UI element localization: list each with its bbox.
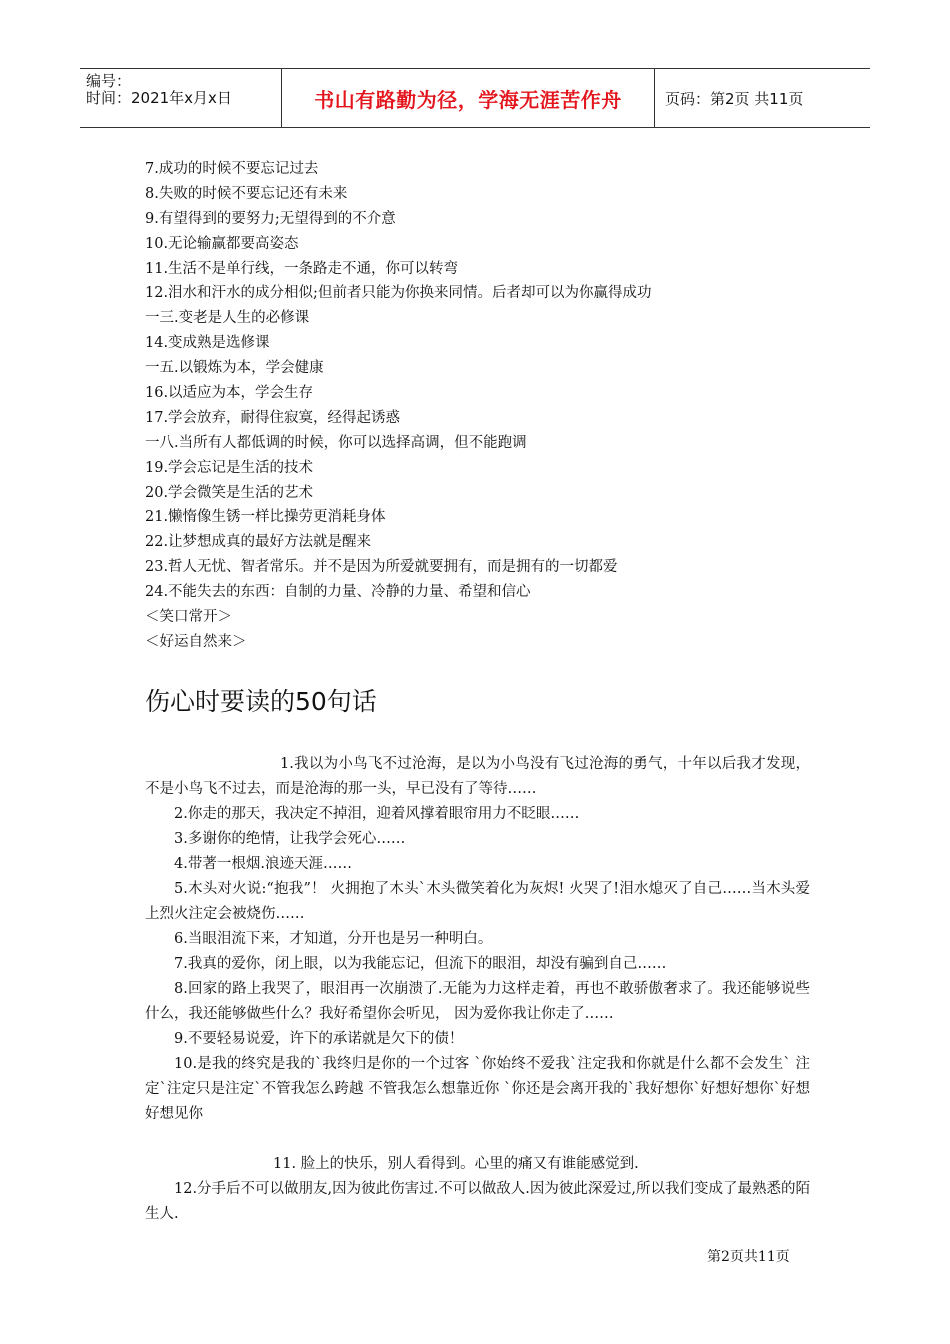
paragraph: 3.多谢你的绝情，让我学会死心…… bbox=[174, 831, 406, 847]
list-item: 7.成功的时候不要忘记过去 bbox=[145, 161, 319, 177]
section-body bbox=[145, 752, 810, 1227]
paragraph: 6.当眼泪流下来，才知道，分开也是另一种明白。 bbox=[174, 931, 493, 947]
paragraph: 9.不要轻易说爱，许下的承诺就是欠下的债！ bbox=[174, 1031, 464, 1047]
list-item: 9.有望得到的要努力;无望得到的不介意 bbox=[145, 210, 396, 227]
page-footer: 第2页共11页 bbox=[707, 1249, 790, 1265]
list-item: 20.学会微笑是生活的艺术 bbox=[145, 484, 314, 501]
paragraph: 7.我真的爱你，闭上眼，以为我能忘记，但流下的眼泪，却没有骗到自己…… bbox=[174, 956, 667, 972]
paragraph-spacer bbox=[145, 1127, 810, 1152]
list-item: 22.让梦想成真的最好方法就是醒来 bbox=[145, 534, 372, 551]
paragraph: 10.是我的终究是我的`我终归是你的一个过客 `你始终不爱我`注定我和你就是什么都不会发生` 注定`注定只是注定`不管我怎么跨越 不管我怎么想靠近你 `你还是会离开我的`我好想你`好想好想你`好想好想见你 bbox=[145, 1056, 810, 1122]
list-item: 24.不能失去的东西：自制的力量、冷静的力量、希望和信心 bbox=[145, 584, 531, 601]
list-item: 8.失败的时候不要忘记还有未来 bbox=[145, 185, 348, 202]
quote-list bbox=[145, 157, 651, 655]
paragraph: 5.木头对火说:“抱我”！ 火拥抱了木头`木头微笑着化为灰烬! 火哭了!泪水熄灭了自己……当木头爱上烈火注定会被烧伤…… bbox=[145, 881, 810, 922]
list-item: 11.生活不是单行线，一条路走不通，你可以转弯 bbox=[145, 260, 459, 277]
list-item: 一三.变老是人生的必修课 bbox=[145, 310, 310, 327]
list-item: 一八.当所有人都低调的时候，你可以选择高调，但不能跑调 bbox=[145, 434, 527, 451]
header-page-label: 页码：第2页 共11页 bbox=[665, 89, 804, 108]
list-item: 12.泪水和汗水的成分相似;但前者只能为你换来同情。后者却可以为你赢得成功 bbox=[145, 285, 652, 302]
paragraph: 4.带著一根烟.浪迹天涯…… bbox=[174, 856, 352, 872]
list-item: ＜笑口常开＞ bbox=[145, 609, 232, 626]
paragraph: 8.回家的路上我哭了，眼泪再一次崩溃了.无能为力这样走着，再也不敢骄傲奢求了。我还能够说些什么，我还能够做些什么？我好希望你会听见， 因为爱你我让你走了…… bbox=[145, 981, 810, 1022]
list-item: 10.无论输赢都要高姿态 bbox=[145, 235, 299, 252]
time-label: 时间：2021年x月x日 bbox=[86, 89, 232, 107]
paragraph: 12.分手后不可以做朋友,因为彼此伤害过.不可以做敌人.因为彼此深爱过,所以我们变成了最熟悉的陌生人. bbox=[145, 1181, 810, 1222]
list-item: 19.学会忘记是生活的技术 bbox=[145, 459, 314, 476]
header-meta-cell bbox=[80, 69, 282, 127]
list-item: 21.懒惰像生锈一样比操劳更消耗身体 bbox=[145, 509, 386, 526]
list-item: ＜好运自然来＞ bbox=[145, 633, 247, 650]
page-header bbox=[80, 68, 870, 128]
section-title: 伤心时要读的50句话 bbox=[145, 687, 377, 716]
paragraph: 11. 脸上的快乐，别人看得到。心里的痛又有谁能感觉到. bbox=[273, 1156, 639, 1172]
list-item: 23.哲人无忧、智者常乐。并不是因为所爱就要拥有，而是拥有的一切都爱 bbox=[145, 559, 618, 576]
header-motto: 书山有路勤为径，学海无涯苦作舟 bbox=[282, 69, 655, 127]
list-item: 16.以适应为本，学会生存 bbox=[145, 385, 314, 402]
number-label: 编号： bbox=[86, 72, 132, 90]
list-item: 一五.以锻炼为本，学会健康 bbox=[145, 360, 324, 377]
list-item: 17.学会放弃，耐得住寂寞，经得起诱惑 bbox=[145, 409, 401, 426]
paragraph: 2.你走的那天，我决定不掉泪，迎着风撑着眼帘用力不眨眼…… bbox=[174, 806, 580, 822]
paragraph: 1.我以为小鸟飞不过沧海，是以为小鸟没有飞过沧海的勇气，十年以后我才发现，不是小鸟飞不过去，而是沧海的那一头，早已没有了等待…… bbox=[145, 756, 810, 797]
list-item: 14.变成熟是选修课 bbox=[145, 335, 270, 352]
